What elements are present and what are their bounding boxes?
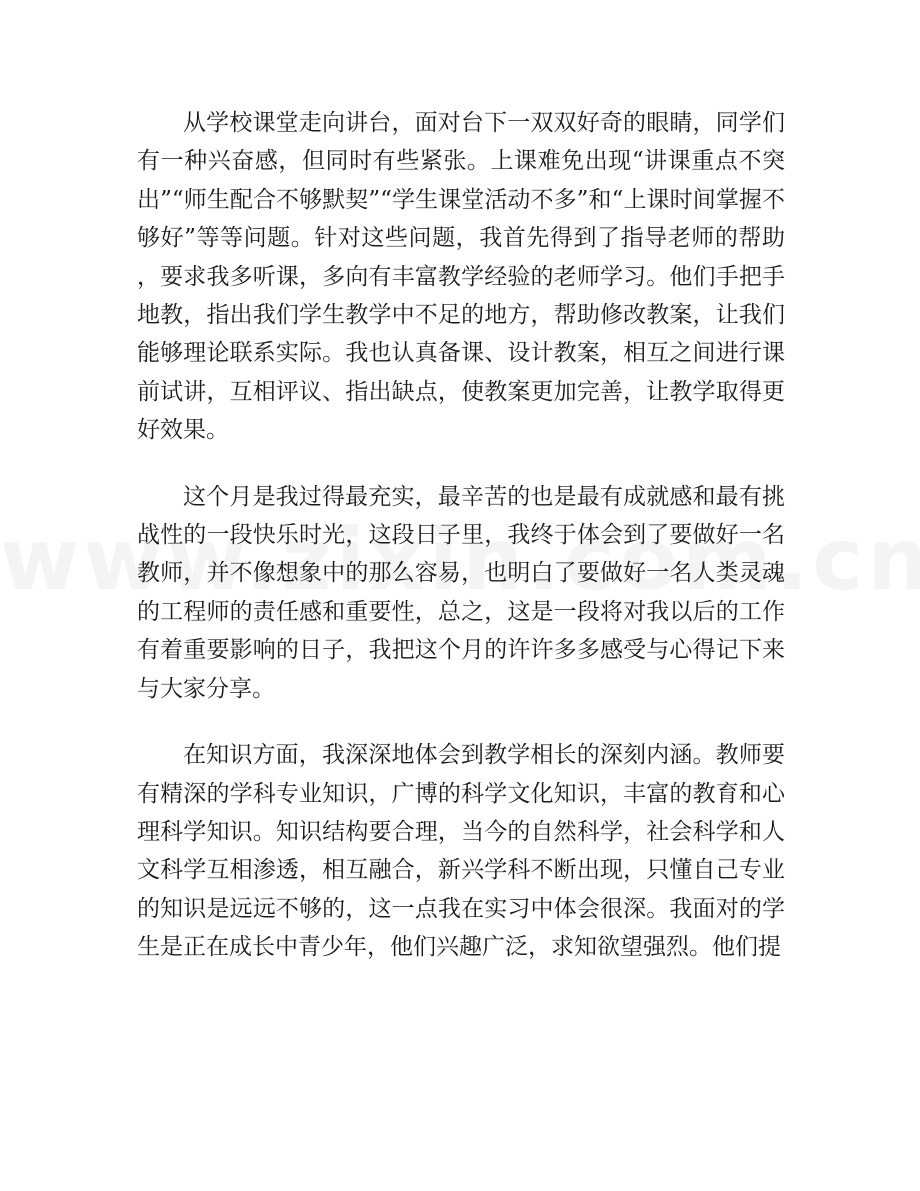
paragraph: 从学校课堂走向讲台，面对台下一双双好奇的眼睛，同学们有一种兴奋感，但同时有些紧张。上课难免出现“讲课重点不突出”“师生配合不够默契”“学生课堂活动不多”和“上课时间掌握不够好”等等问题。针对这些问题，我首先得到了指导老师的帮助，要求我多听课，多向有丰富教学经验的老师学习。他们手把手地教，指出我们学生教学中不足的地方，帮助修改教案，让我们能够理论联系实际。我也认真备课、设计教案，相互之间进行课前试讲，互相评议、指出缺点，使教案更加完善，让教学取得更好效果。 bbox=[137, 110, 785, 444]
paragraph: 这个月是我过得最充实，最辛苦的也是最有成就感和最有挑战性的一段快乐时光，这段日子里，我终于体会到了要做好一名教师，并不像想象中的那么容易，也明白了要做好一名人类灵魂的工程师的责任感和重要性，总之，这是一段将对我以后的工作有着重要影响的日子，我把这个月的许许多多感受与心得记下来与大家分享。 bbox=[137, 483, 785, 702]
document-body bbox=[137, 104, 785, 995]
paragraph: 在知识方面，我深深地体会到教学相长的深刻内涵。教师要有精深的学科专业知识，广博的科学文化知识，丰富的教育和心理科学知识。知识结构要合理，当今的自然科学，社会科学和人文科学互相渗透，相互融合，新兴学科不断出现，只懂自己专业的知识是远远不够的，这一点我在实习中体会很深。我面对的学生是正在成长中青少年，他们兴趣广泛，求知欲望强烈。他们提 bbox=[137, 742, 785, 961]
